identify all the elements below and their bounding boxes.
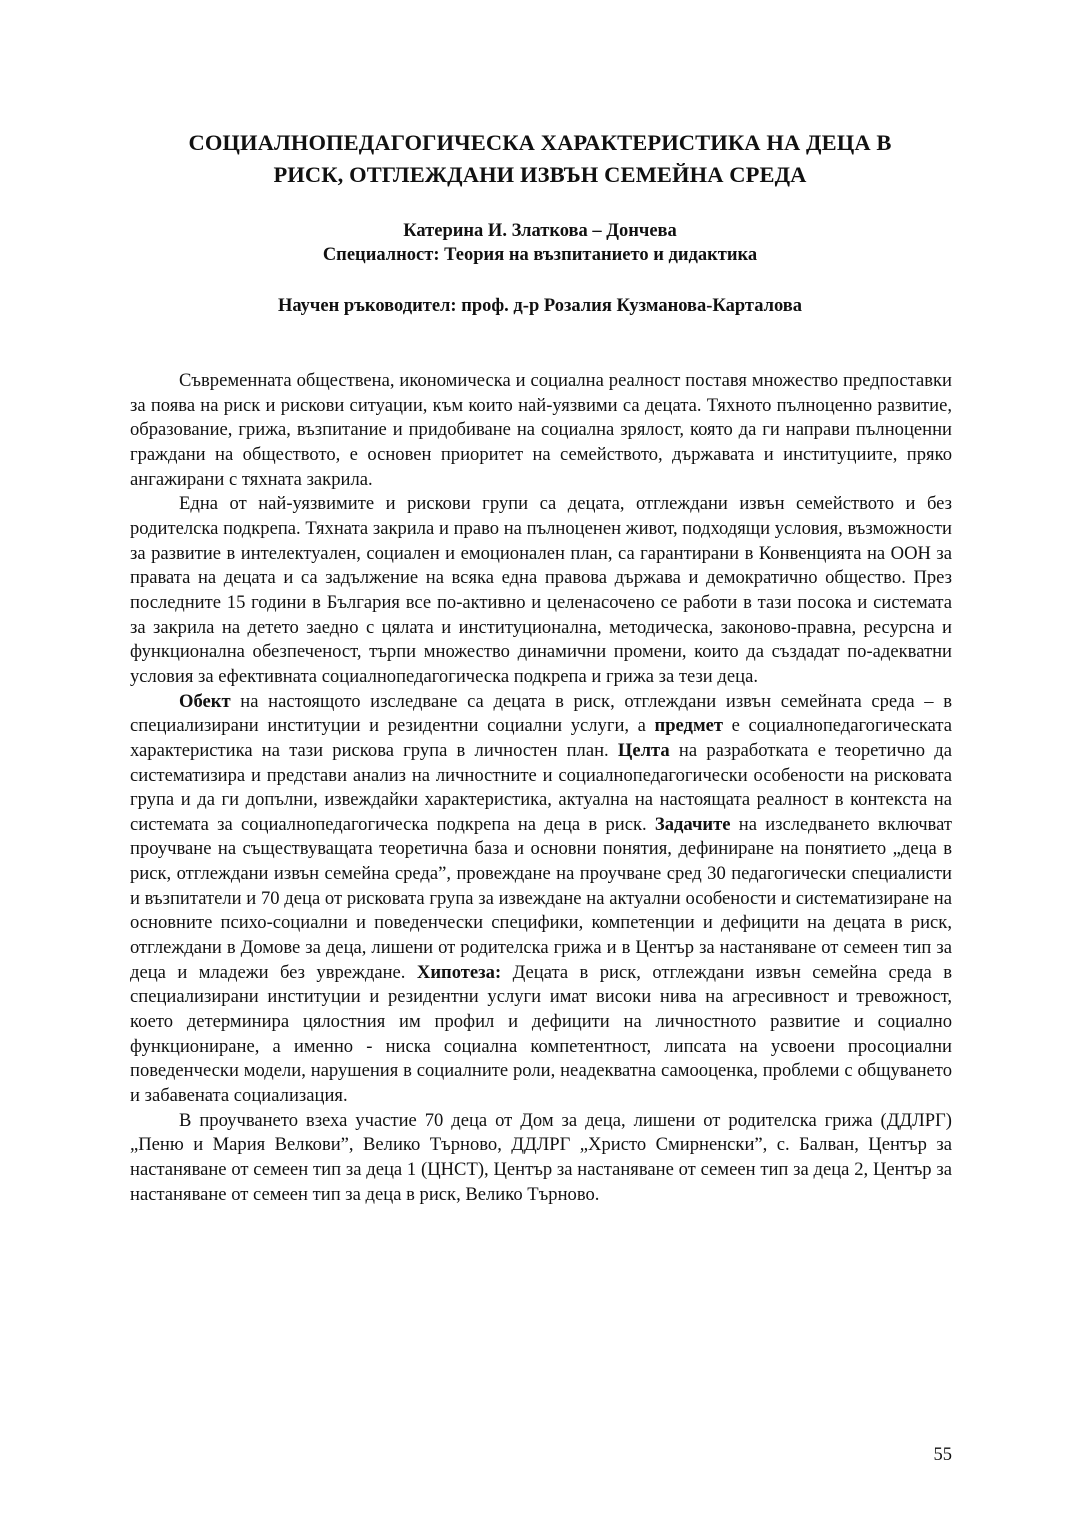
paragraph-1: Съвременната обществена, икономическа и социална реалност поставя множество предпоставки за поява на риск и рискови ситуации, към които най-уязвими са децата. Тяхното пълноценно развитие, образование, грижа, възпитание и придобиване на социална зрялост, която да ги направи пълноценни граждани на обществото, е основен приоритет на семейството, държавата и институциите, пряко ангажирани с тяхната закрила. xyxy=(130,370,952,490)
paper-title xyxy=(90,127,990,191)
term-object: Обект xyxy=(179,690,231,712)
paragraph-2: Една от най-уязвимите и рискови групи са децата, отглеждани извън семейството и без родителска подкрепа. Тяхната закрила и право на пълноценен живот, подходящи условия, възможности за развитие в интелектуален, социален и емоционален план, са гарантирани в Конвенцията на ООН за правата на децата и са задължение на всяка една правова държава и демократично общество. През последните 15 години в България все по-активно и целенасочено се работи в тази посока и системата за закрила на детето заедно с цялата и институционална, методическа, законово-правна, ресурсна и функционална обезпеченост, търпи множество динамични промени, които да създадат по-адекватни условия за ефективната социалнопедагогическа подкрепа и грижа за тези деца. xyxy=(130,493,952,687)
supervisor: Научен ръководител: проф. д-р Розалия Кузманова-Карталова xyxy=(277,296,803,316)
term-subject: предмет xyxy=(654,715,724,737)
term-tasks: Задачите xyxy=(654,813,731,835)
specialty: Специалност: Теория на възпитанието и дидактика xyxy=(322,245,758,265)
paragraph-3-text-3: на разработката е теоретично да систематизира и представи анализ на личностните и социалнопедагогически особености на рисковата група и да ги допълни, извеждайки характеристика, актуална на настоящата реалност в контекста на системата за социалнопедагогическа подкрепа на деца в риск. xyxy=(130,739,952,835)
paragraph-3-text-4: на изследването включват проучване на съществуващата теоретична база и основни понятия, дефиниране на понятието „деца в риск, отглеждани извън семейна среда”, провеждане на проучване сред 30 педагогически специалисти и възпитатели и 70 деца от рисковата група за извеждане на актуални особености и систематизиране на основните психо-социални и поведенчески специфики, компетенции и дефицити на децата в риск, отглеждани в Домове за деца, лишени от родителска грижа и в Център за настаняване от семеен тип за деца и младежи без увреждане. xyxy=(130,813,952,983)
author-name: Катерина И. Златкова – Дончева xyxy=(403,221,677,241)
page-number: 55 xyxy=(933,1445,952,1465)
term-hypothesis: Хипотеза: xyxy=(416,961,502,983)
body-text xyxy=(130,369,952,1207)
title-line-2: РИСК, ОТГЛЕЖДАНИ ИЗВЪН СЕМЕЙНА СРЕДА xyxy=(273,162,807,187)
paragraph-3-text-2: е социалнопедагогическата характеристика на тази рискова група в личностен план. xyxy=(130,715,952,761)
title-line-1: СОЦИАЛНОПЕДАГОГИЧЕСКА ХАРАКТЕРИСТИКА НА ДЕЦА В xyxy=(188,130,892,155)
paragraph-3 xyxy=(130,690,952,1109)
paragraph-3-text-5: Децата в риск, отглеждани извън семейна среда в специализирани институции и резидентни услуги имат високи нива на агресивност и тревожност, което детерминира цялостния им профил и дефицити на личностното развитие и социално функциониране, а именно - ниска социална компетентност, липсата на усвоени просоциални поведенчески модели, нарушения в социалните роли, неадекватна самооценка, проблеми с общуването и забавената социализация. xyxy=(130,961,953,1107)
term-goal: Целта xyxy=(617,739,670,761)
paragraph-4: В проучването взеха участие 70 деца от Дом за деца, лишени от родителска грижа (ДДЛРГ) „Пеню и Мария Велкови”, Велико Търново, ДДЛРГ „Христо Смирненски”, с. Балван, Център за настаняване от семеен тип за деца 1 (ЦНСТ), Център за настаняване от семеен тип за деца 2, Център за настаняване от семеен тип за деца в риск, Велико Търново. xyxy=(130,1109,952,1205)
paragraph-3-text-1: на настоящото изследване са децата в риск, отглеждани извън семейната среда – в специализирани институции и резидентни социални услуги, а xyxy=(130,690,952,737)
